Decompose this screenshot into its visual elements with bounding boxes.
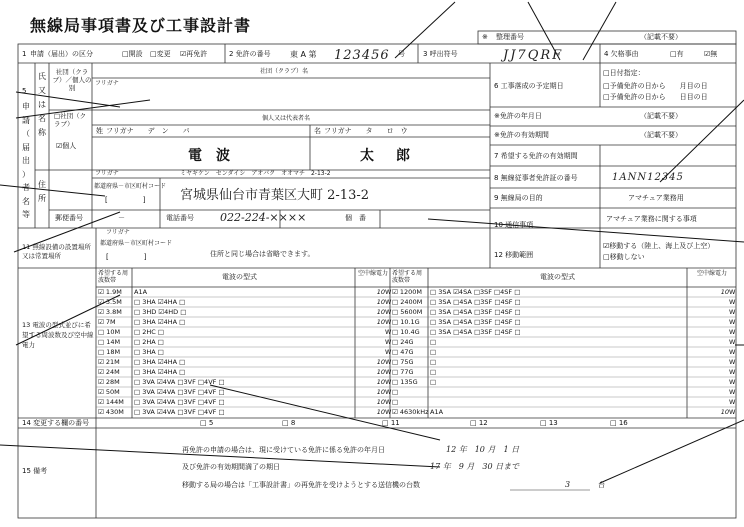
- freq-band-checkbox[interactable]: □ 10.1G: [392, 318, 420, 326]
- change-box-12[interactable]: □ 12: [470, 419, 488, 427]
- emission-type[interactable]: □ 3HD ☑4HD □: [134, 308, 187, 316]
- sei-label: 姓: [96, 127, 103, 135]
- remarks-line3: 移動する局の場合は「工事設計書」の再免許を受けようとする送信機の台数: [182, 481, 420, 489]
- freq-band-checkbox[interactable]: □: [392, 398, 399, 406]
- freq-band-checkbox[interactable]: ☑ 144M: [98, 398, 124, 406]
- power-value[interactable]: 10: [720, 288, 729, 296]
- freq-band-checkbox[interactable]: ☑ 24M: [98, 368, 120, 376]
- individual-checkbox[interactable]: ☑個人: [56, 142, 77, 150]
- emission-type[interactable]: □: [430, 358, 437, 366]
- ref-mark: ※: [482, 33, 488, 41]
- freq-band-checkbox[interactable]: □ 10M: [98, 328, 121, 336]
- license-suffix: 号: [398, 50, 405, 58]
- postal-value[interactable]: －: [118, 214, 125, 222]
- disq-no-checkbox[interactable]: ☑無: [704, 50, 718, 58]
- emission-type[interactable]: □ 3VA ☑4VA □3VF □4VF □: [134, 378, 225, 386]
- power-unit: W: [729, 338, 736, 346]
- power-value[interactable]: 10: [376, 368, 385, 376]
- opt-open-checkbox[interactable]: □開設: [122, 50, 143, 58]
- desired-validity-label: 7 希望する免許の有効期間: [494, 152, 578, 160]
- freq-row: [390, 407, 736, 417]
- sei-furigana: フリガナ デ ン パ: [106, 127, 190, 135]
- freq-band-checkbox[interactable]: ☑ 21M: [98, 358, 120, 366]
- power-unit: W: [385, 368, 392, 376]
- freq-row: [96, 397, 390, 407]
- pref-code[interactable]: [ ]: [105, 196, 146, 204]
- power-unit: W: [385, 388, 392, 396]
- completion-day-option[interactable]: □予備免許の日から 日目の日: [603, 93, 708, 101]
- freq-row: [96, 287, 390, 297]
- emission-type[interactable]: □ 3HA ☑4HA □: [134, 368, 186, 376]
- emission-type[interactable]: □ 3SA ☑4SA □3SF □4SF □: [430, 288, 521, 296]
- address-furigana-label: フリガナ: [95, 170, 119, 177]
- freq-head-right: 希望する周波数帯: [392, 270, 423, 284]
- completion-date-label: 6 工事落成の予定期日: [494, 82, 564, 90]
- freq-row: [390, 307, 736, 317]
- emission-type[interactable]: □: [430, 338, 437, 346]
- mobile-no-checkbox[interactable]: □移動しない: [603, 253, 645, 261]
- install-location-label: 11 無線設備の設置場所又は常置場所: [22, 243, 91, 260]
- freq-row: [96, 357, 390, 367]
- remarks-label: 15 備考: [22, 467, 48, 475]
- change-box-5[interactable]: □ 5: [200, 419, 214, 427]
- license-date-label: ※免許の年月日: [494, 112, 542, 120]
- freq-band-checkbox[interactable]: □ 77G: [392, 368, 414, 376]
- freq-row: [390, 297, 736, 307]
- freq-band-checkbox[interactable]: ☑ 430M: [98, 408, 124, 416]
- power-unit: W: [385, 358, 392, 366]
- power-unit: W: [729, 308, 736, 316]
- freq-row: [96, 307, 390, 317]
- emission-type[interactable]: □ 3SA □4SA □3SF □4SF □: [430, 318, 521, 326]
- freq-row: [390, 337, 736, 347]
- freq-head-left: 希望する周波数帯: [98, 270, 129, 284]
- emission-type[interactable]: □: [430, 348, 437, 356]
- freq-band-checkbox[interactable]: □ 10.4G: [392, 328, 420, 336]
- power-unit: W: [729, 328, 736, 336]
- freq-band-checkbox[interactable]: ☑ 3.5M: [98, 298, 122, 306]
- power-value[interactable]: 10: [376, 378, 385, 386]
- emission-type[interactable]: □ 2HC □: [134, 328, 164, 336]
- validity-value: （記載不要）: [640, 131, 682, 139]
- emission-type[interactable]: □ 3VA ☑4VA □3VF □4VF □: [134, 398, 225, 406]
- power-head-left: 空中線電力: [357, 270, 388, 277]
- emission-type[interactable]: □ 3HA ☑4HA □: [134, 318, 186, 326]
- comm-matters-label: 10 通信事項: [494, 221, 534, 229]
- freq-band-checkbox[interactable]: □ 24G: [392, 338, 414, 346]
- power-value[interactable]: 10: [376, 408, 385, 416]
- power-unit: W: [729, 348, 736, 356]
- power-unit: W: [385, 328, 392, 336]
- type-head-right: 電波の型式: [540, 273, 575, 281]
- freq-row: [96, 337, 390, 347]
- comm-matters-value: アマチュア業務に関する事項: [606, 215, 697, 223]
- operator-cert-label: 8 無線従事者免許証の番号: [494, 174, 578, 182]
- emission-type[interactable]: □ 3HA □: [134, 348, 164, 356]
- power-head-right: 空中線電力: [696, 270, 727, 277]
- emission-type[interactable]: A1A: [134, 288, 148, 296]
- freq-row: [96, 317, 390, 327]
- install-code-label: 都道府県－市区町村コード: [100, 240, 173, 247]
- pref-code-label: 都道府県－市区町村コード: [94, 183, 167, 190]
- power-unit: W: [385, 408, 392, 416]
- emission-type[interactable]: □: [430, 378, 437, 386]
- power-unit: W: [729, 358, 736, 366]
- emission-type[interactable]: A1A: [430, 408, 444, 416]
- freq-band-checkbox[interactable]: □ 18M: [98, 348, 121, 356]
- license-prefix: 東 A 第: [290, 50, 317, 59]
- row1-num: 1: [22, 50, 27, 58]
- fax-label: 個 番: [345, 214, 366, 222]
- power-value[interactable]: 10: [376, 308, 385, 316]
- operator-cert-value[interactable]: 1ANN12345: [612, 172, 684, 183]
- power-unit: W: [729, 298, 736, 306]
- power-unit: W: [385, 378, 392, 386]
- address-value[interactable]: 宮城県仙台市青葉区大町 2-13-2: [180, 188, 370, 203]
- power-unit: W: [385, 338, 392, 346]
- station-purpose-value: アマチュア業務用: [628, 194, 684, 202]
- club-name-label: 社団（クラブ）名: [260, 68, 309, 75]
- power-unit: W: [385, 348, 392, 356]
- emission-type[interactable]: □ 3SA □4SA □3SF □4SF □: [430, 298, 521, 306]
- transmitter-count[interactable]: 3: [565, 480, 571, 489]
- emission-type[interactable]: □ 3SA □4SA □3SF □4SF □: [430, 328, 521, 336]
- freq-row: [96, 327, 390, 337]
- power-unit: W: [729, 318, 736, 326]
- freq-band-checkbox[interactable]: □ 5600M: [392, 308, 423, 316]
- power-value[interactable]: 10: [376, 298, 385, 306]
- freq-row: [96, 387, 390, 397]
- serial-value: （記載不要）: [640, 33, 682, 41]
- rep-name-label: 個人又は代表者名: [262, 115, 311, 122]
- freq-table-left: [96, 287, 390, 418]
- club-checkbox[interactable]: □社団（クラブ）: [54, 112, 87, 128]
- given-name[interactable]: 太 郎: [360, 148, 414, 164]
- power-unit: W: [385, 318, 392, 326]
- license-number[interactable]: 123456: [334, 48, 390, 63]
- opt-change-checkbox[interactable]: □変更: [150, 50, 171, 58]
- completion-month-option[interactable]: □予備免許の日から 月目の日: [603, 82, 708, 90]
- emission-type[interactable]: □ 3VA ☑4VA □3VF □4VF □: [134, 408, 225, 416]
- change-fields-label: 14 変更する欄の番号: [22, 419, 90, 427]
- club-furigana-label: フリガナ: [95, 80, 119, 87]
- type-head-left: 電波の型式: [222, 273, 257, 281]
- freq-band-checkbox[interactable]: ☑ 7M: [98, 318, 116, 326]
- freq-band-checkbox[interactable]: ☑ 3.8M: [98, 308, 122, 316]
- change-box-16[interactable]: □ 16: [610, 419, 628, 427]
- freq-row: [96, 297, 390, 307]
- power-unit: W: [729, 398, 736, 406]
- emission-type[interactable]: □ 3VA ☑4VA □3VF □4VF □: [134, 388, 225, 396]
- freq-row: [96, 367, 390, 377]
- prev-license-date[interactable]: 12 年 10 月 1 日: [446, 445, 520, 454]
- mobile-range-label: 12 移動範囲: [494, 251, 534, 259]
- remarks-line2: 及び免許の有効期間満了の期日: [182, 463, 280, 471]
- power-value[interactable]: 10: [376, 358, 385, 366]
- freq-table-right: [390, 287, 736, 418]
- freq-row: [390, 367, 736, 377]
- freq-row: [96, 377, 390, 387]
- license-date-value: （記載不要）: [640, 112, 682, 120]
- freq-band-checkbox[interactable]: □ 14M: [98, 338, 121, 346]
- transmitter-unit: 台: [598, 481, 605, 489]
- freq-row: [390, 347, 736, 357]
- power-unit: W: [385, 398, 392, 406]
- disq-yes-checkbox[interactable]: □有: [670, 50, 684, 58]
- license-number-label: 2 免許の番号: [229, 50, 271, 58]
- expiry-date[interactable]: 17 年 9 月 30 日まで: [430, 462, 520, 471]
- freq-band-checkbox[interactable]: ☑ 28M: [98, 378, 120, 386]
- completion-date-option[interactable]: □日付指定：: [603, 69, 645, 77]
- power-value[interactable]: 10: [720, 408, 729, 416]
- emission-type[interactable]: □ 3SA □4SA □3SF □4SF □: [430, 308, 521, 316]
- freq-row: [390, 397, 736, 407]
- side-labels-applicant: 申 請 （ 届 出 ） 者 名 等: [22, 102, 30, 219]
- install-furigana-label: フリガナ: [106, 229, 130, 236]
- emission-type[interactable]: □ 3HA ☑4HA □: [134, 298, 186, 306]
- row1-label: 申請（届出）の区分: [30, 50, 93, 58]
- emission-type[interactable]: □: [430, 368, 437, 376]
- opt-renew-checkbox[interactable]: ☑再免許: [180, 50, 208, 58]
- power-unit: W: [729, 288, 736, 296]
- side-labels-name: 氏 又 は 名 称: [38, 72, 46, 137]
- install-code[interactable]: [ ]: [106, 253, 147, 261]
- emission-label: 13 電波の型式並びに希望する周波数及び空中線電力: [22, 321, 94, 349]
- change-box-11[interactable]: □ 11: [382, 419, 400, 427]
- station-purpose-label: 9 無線局の目的: [494, 194, 543, 202]
- mei-label: 名: [314, 127, 321, 135]
- freq-band-checkbox[interactable]: ☑ 1.9M: [98, 288, 122, 296]
- freq-row: [390, 357, 736, 367]
- row5-num: 5: [22, 87, 27, 95]
- freq-row: [390, 387, 736, 397]
- power-unit: W: [729, 388, 736, 396]
- freq-band-checkbox[interactable]: □ 2400M: [392, 298, 423, 306]
- freq-row: [390, 327, 736, 337]
- power-unit: W: [729, 378, 736, 386]
- freq-row: [96, 407, 390, 417]
- mobile-yes-checkbox[interactable]: ☑移動する（陸上、海上及び上空）: [603, 242, 715, 250]
- freq-band-checkbox[interactable]: ☑ 4630kHz: [392, 408, 429, 416]
- mei-furigana: フリガナ タ ロ ウ: [324, 127, 408, 135]
- power-unit: W: [385, 288, 392, 296]
- power-unit: W: [729, 408, 736, 416]
- callsign-label: 3 呼出符号: [423, 50, 458, 58]
- freq-band-checkbox[interactable]: □ 75G: [392, 358, 414, 366]
- club-type-label: 社団（クラブ）／個人の別: [52, 68, 92, 92]
- form-title: 無線局事項書及び工事設計書: [30, 16, 252, 35]
- serial-label: 整理番号: [496, 33, 524, 41]
- freq-band-checkbox[interactable]: □ 47G: [392, 348, 414, 356]
- surname[interactable]: 電 波: [188, 148, 230, 164]
- install-note: 住所と同じ場合は省略できます。: [210, 250, 315, 258]
- freq-row: [390, 287, 736, 297]
- freq-band-checkbox[interactable]: ☑ 50M: [98, 388, 120, 396]
- emission-type[interactable]: □ 3HA ☑4HA □: [134, 358, 186, 366]
- power-value[interactable]: 10: [376, 388, 385, 396]
- power-unit: W: [385, 308, 392, 316]
- disq-label: 4 欠格事由: [604, 50, 639, 58]
- freq-row: [96, 347, 390, 357]
- tel-value[interactable]: 022-224-××××: [220, 211, 307, 224]
- change-box-13[interactable]: □ 13: [540, 419, 558, 427]
- callsign-value[interactable]: JJ7QRF: [503, 48, 564, 63]
- address-furigana: ミヤギケン センダイシ アオバク オオマチ 2-13-2: [180, 170, 331, 177]
- address-side-label: 住 所: [38, 180, 54, 203]
- freq-band-checkbox[interactable]: □: [392, 388, 399, 396]
- power-unit: W: [729, 368, 736, 376]
- change-box-8[interactable]: □ 8: [282, 419, 296, 427]
- power-value[interactable]: 10: [376, 288, 385, 296]
- power-unit: W: [385, 298, 392, 306]
- power-value[interactable]: 10: [376, 398, 385, 406]
- freq-band-checkbox[interactable]: ☑ 1200M: [392, 288, 423, 296]
- validity-label: ※免許の有効期間: [494, 131, 549, 139]
- tel-label: 電話番号: [166, 214, 194, 222]
- postal-label: 郵便番号: [55, 214, 83, 222]
- power-value[interactable]: 10: [376, 318, 385, 326]
- emission-type[interactable]: □ 2HA □: [134, 338, 164, 346]
- freq-row: [390, 317, 736, 327]
- remarks-line1: 再免許の申請の場合は、現に受けている免許に係る免許の年月日: [182, 446, 385, 454]
- freq-band-checkbox[interactable]: □ 135G: [392, 378, 418, 386]
- freq-row: [390, 377, 736, 387]
